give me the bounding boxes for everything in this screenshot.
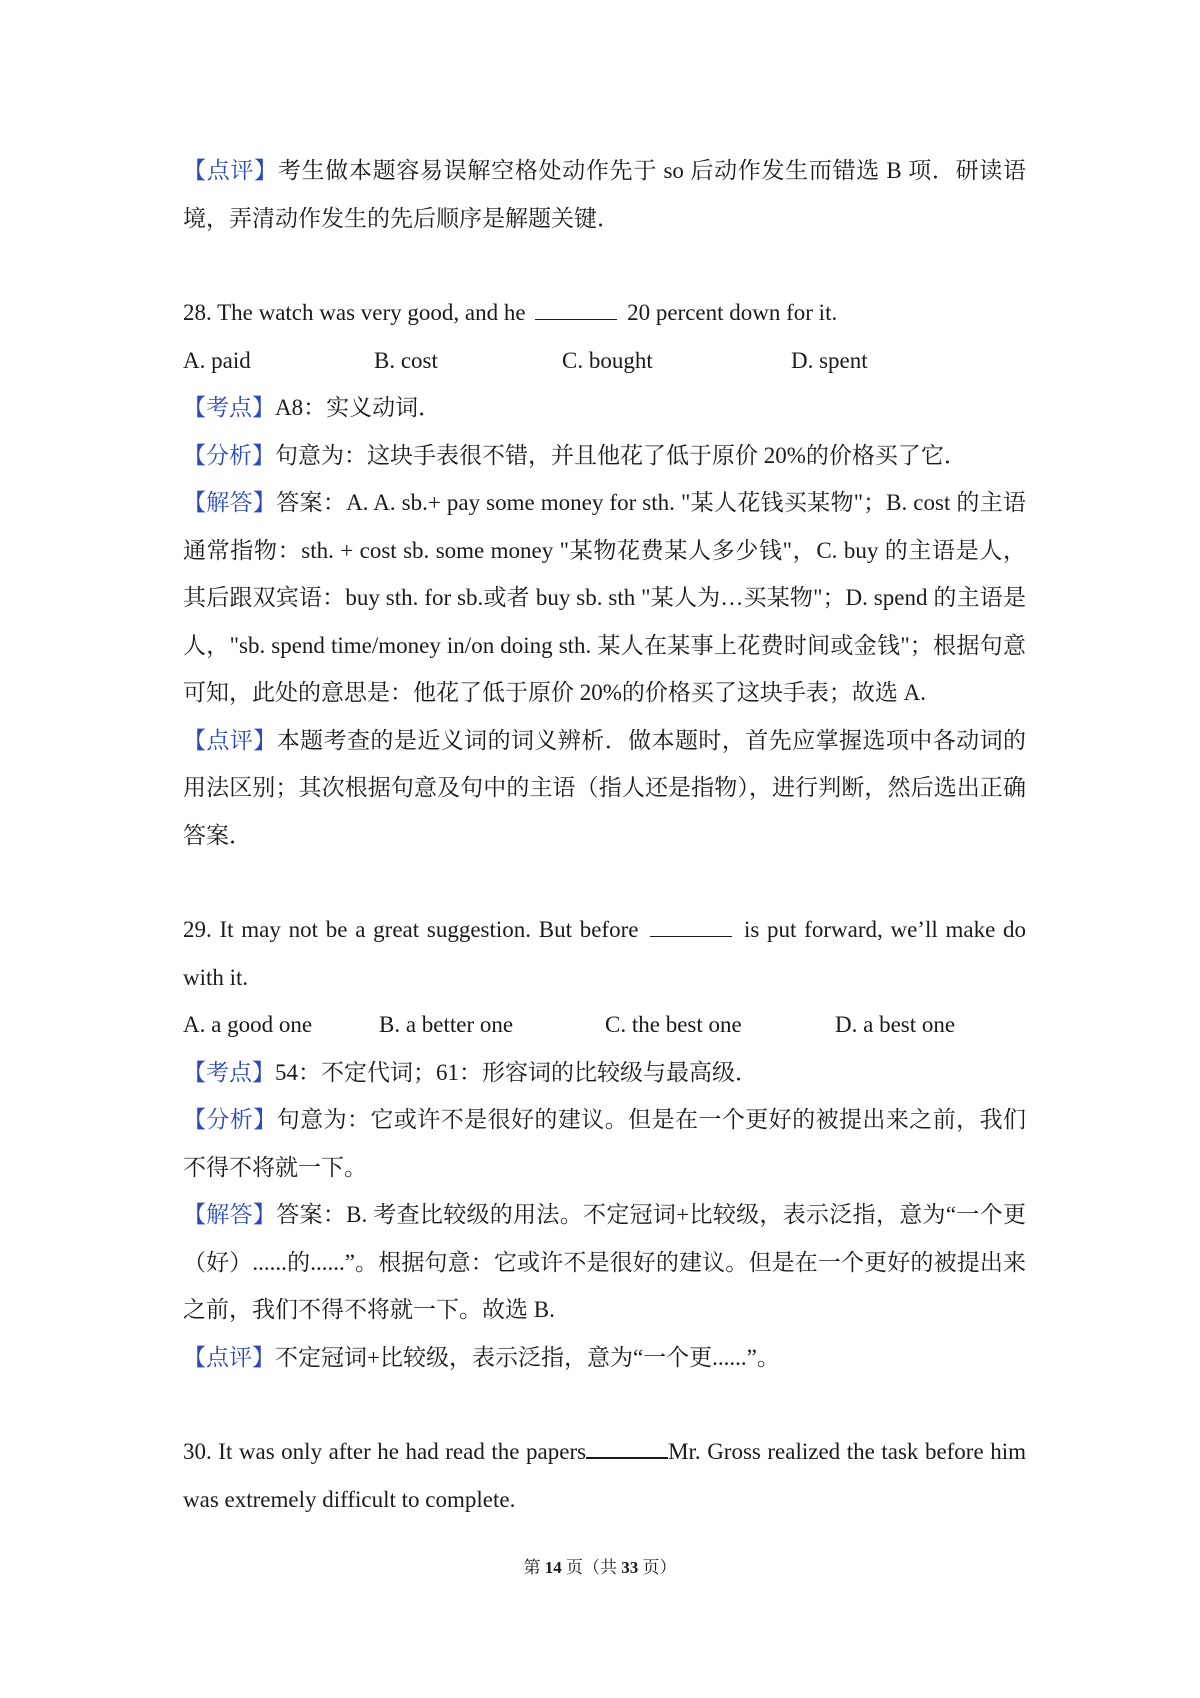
question-28-answer: 【解答】答案：A. A. sb.+ pay some money for sth. "某人花钱买某物"；B. cost 的主语通常指物：sth. + cost sb. some money "某物花费某人多少钱"，C. buy 的主语是人，其后跟双宾语：buy sth. for sb.或者 buy sb. sth "某人为…买某物"；D. spend 的主语是人，"sb. spend time/money in/on doing sth. 某人在某事上花费时间或金钱"；根据句意可知，此处的意思是：他花了低于原价 20%的价格买了这块手表；故选 A.: [183, 490, 1026, 705]
question-28-options: [183, 337, 1026, 385]
question-29-answer: 【解答】答案：B. 考查比较级的用法。不定冠词+比较级，表示泛指，意为“一个更（好）......的......”。根据句意：它或许不是很好的建议。但是在一个更好的被提出来之前，我们不得不将就一下。故选 B.: [183, 1202, 1026, 1322]
option-a: A. paid: [183, 347, 251, 373]
option-d: D. a best one: [835, 1012, 956, 1037]
option-a: A. a good one: [183, 1012, 313, 1037]
page-footer: 第 14 页（共 33 页）: [523, 1558, 677, 1577]
question-29-options: [183, 1001, 1026, 1049]
option-b: B. cost: [374, 347, 438, 373]
question-29-point: 【考点】54：不定代词；61：形容词的比较级与最高级．: [183, 1059, 758, 1085]
comment-tag: 【点评】: [183, 158, 278, 183]
question-28-analysis: 【分析】句意为：这块手表很不错，并且他花了低于原价 20%的价格买了它．: [183, 442, 967, 468]
page-number: 14: [544, 1558, 562, 1577]
answer-blank: [650, 916, 732, 937]
page-total: 33: [621, 1558, 639, 1577]
answer-blank: [535, 299, 617, 320]
question-29-comment: 【点评】不定冠词+比较级，表示泛指，意为“一个更......”。: [183, 1344, 780, 1370]
option-c: C. bought: [562, 347, 653, 373]
option-d: D. spent: [791, 347, 868, 373]
question-30-stem: 30. It was only after he had read the papers Mr. Gross realized the task before him was extremely difficult to complete.: [183, 1439, 1026, 1512]
question-29-stem: 29. It may not be a great suggestion. But before is put forward, we’ll make do with it.: [183, 917, 1027, 990]
question-28-comment: 【点评】本题考查的是近义词的词义辨析．做本题时，首先应掌握选项中各动词的用法区别；其次根据句意及句中的主语（指人还是指物），进行判断，然后选出正确答案．: [183, 727, 1027, 848]
option-b: B. a better one: [379, 1012, 514, 1037]
comment-text: 考生做本题容易误解空格处动作先于 so 后动作发生而错选 B 项．研读语境，弄清动作发生的先后顺序是解题关键．: [183, 158, 1027, 231]
document-body: [183, 147, 1026, 1523]
option-c: C. the best one: [605, 1012, 742, 1037]
question-28-point: 【考点】A8：实义动词．: [183, 395, 442, 420]
question-29-analysis: 【分析】句意为：它或许不是很好的建议。但是在一个更好的被提出来之前，我们不得不将就一下。: [183, 1107, 1027, 1180]
question-28-stem: 28. The watch was very good, and he 20 percent down for it.: [183, 300, 838, 325]
prev-comment: [183, 147, 1026, 242]
answer-blank: [586, 1437, 668, 1459]
